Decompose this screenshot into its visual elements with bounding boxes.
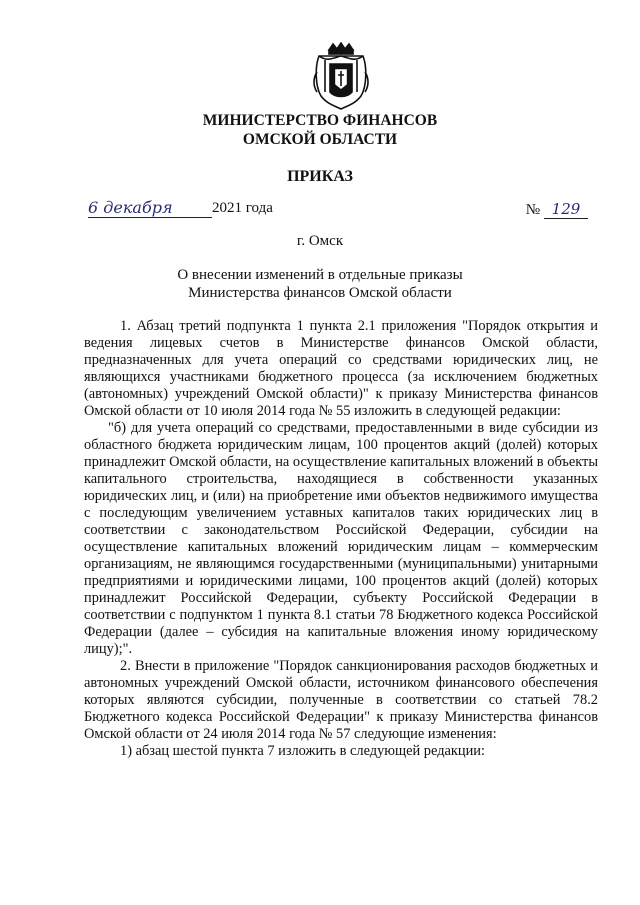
- subject-title: [0, 266, 640, 302]
- date-number-line: [84, 199, 596, 221]
- paragraph-3: 2. Внести в приложение "Порядок санкционирования расходов бюджетных и автономных учреждений Омской области, источником финансового обеспечения которых являются субсидии, полученные в соответствии со статьей 78.2 Бюджетного кодекса Российской Федерации" к приказу Министерства финансов Омской области от 24 июля 2014 года № 57 следующие изменения:: [84, 658, 598, 742]
- ministry-name-line2: ОМСКОЙ ОБЛАСТИ: [242, 131, 398, 148]
- number-sign: №: [525, 202, 540, 218]
- ministry-name-line1: МИНИСТЕРСТВО ФИНАНСОВ: [202, 112, 438, 129]
- subject-line2: Министерства финансов Омской области: [188, 285, 452, 301]
- paragraph-1: 1. Абзац третий подпункта 1 пункта 2.1 приложения "Порядок открытия и ведения лицевых счетов в Министерстве финансов Омской области, предназначенных для учета операций со средствами юридических лиц, не являющихся участниками бюджетного процесса (за исключением бюджетных (автономных) учреждений Омской области)" к приказу Министерства финансов Омской области от 10 июля 2014 года № 55 изложить в следующей редакции:: [84, 318, 598, 419]
- handwritten-number: 129: [544, 200, 588, 219]
- date-year: 2021 года: [212, 200, 273, 216]
- order-number: [526, 200, 588, 219]
- order-body: [84, 318, 598, 760]
- city-line: г. Омск: [296, 233, 344, 249]
- handwritten-date: 6 декабря: [88, 198, 212, 218]
- paragraph-2-quote: "б) для учета операций со средствами, предоставленными в виде субсидии из областного бюджета юридическим лицам, 100 процентов акций (долей) которых принадлежит Омской области, на осуществление капитальных вложений в объекты капитального строительства, находящиеся в собственности указанных юридических лиц, и (или) на приобретение ими объектов недвижимого имущества с последующим увеличением уставных капиталов таких юридических лиц в соответствии с законодательством Российской Федерации, субсидии на осуществление капитальных вложений юридическим лицам – коммерческим организациям, не являющимся государственными (муниципальными) унитарными предприятиями и юридическими лицами, 100 процентов акций (долей) которых принадлежит Российской Федерации, субъекту Российской Федерации в соответствии с подпунктом 1 пункта 8.1 статьи 78 Бюджетного кодекса Российской Федерации (далее – субсидия на капитальные вложения иному юридическому лицу);".: [84, 420, 598, 657]
- subject-line1: О внесении изменений в отдельные приказы: [177, 267, 463, 283]
- coat-of-arms-icon: [313, 42, 369, 110]
- paragraph-4: 1) абзац шестой пункта 7 изложить в следующей редакции:: [120, 743, 486, 759]
- document-type: ПРИКАЗ: [287, 168, 353, 185]
